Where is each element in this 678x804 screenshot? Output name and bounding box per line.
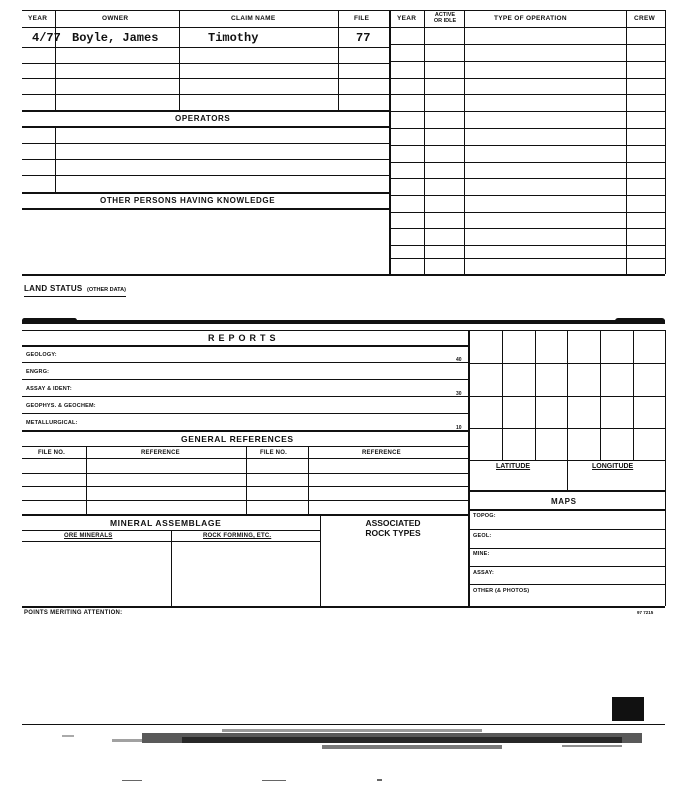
col-header-year: YEAR <box>28 15 48 22</box>
report-assay: ASSAY & IDENT: <box>26 386 72 392</box>
latitude-label: LATITUDE <box>496 463 531 470</box>
form-number: 97 7215 <box>637 610 654 615</box>
col-header-owner: OWNER <box>102 15 129 22</box>
report-num-30: 30 <box>456 391 462 397</box>
claims-table <box>0 0 678 290</box>
claim-owner: Boyle, James <box>72 31 159 45</box>
scan-noise <box>22 725 665 785</box>
gr-header-reference-2: REFERENCE <box>362 450 401 456</box>
maps-assay: ASSAY: <box>473 570 495 576</box>
gr-header-file-no-1: FILE NO. <box>38 450 65 456</box>
report-num-40: 40 <box>456 357 462 363</box>
report-metallurgical: METALLURGICAL: <box>26 420 78 426</box>
other-persons-heading: OTHER PERSONS HAVING KNOWLEDGE <box>100 196 276 205</box>
claim-name: Timothy <box>208 31 259 45</box>
associated-rock-types-heading: ASSOCIATED ROCK TYPES <box>365 518 421 538</box>
maps-mine: MINE: <box>473 551 490 557</box>
reports-heading: REPORTS <box>208 333 280 343</box>
maps-topog: TOPOG: <box>473 513 496 519</box>
maps-geol: GEOL: <box>473 533 492 539</box>
col-header-claim-name: CLAIM NAME <box>231 15 276 22</box>
report-engrg: ENGRG: <box>26 369 50 375</box>
ore-minerals-header: ORE MINERALS <box>64 533 113 539</box>
mineral-assemblage-heading: MINERAL ASSEMBLAGE <box>110 518 222 528</box>
land-status-heading: LAND STATUS (OTHER DATA) <box>24 278 126 297</box>
report-num-10: 10 <box>456 425 462 431</box>
col-header-file: FILE <box>354 15 370 22</box>
gr-header-file-no-2: FILE NO. <box>260 450 287 456</box>
gr-header-reference-1: REFERENCE <box>141 450 180 456</box>
report-geophys: GEOPHYS. & GEOCHEM: <box>26 403 96 409</box>
thick-separator <box>22 320 665 324</box>
claim-file: 77 <box>356 31 371 45</box>
ops-header-active-idle: ACTIVE OR IDLE <box>433 12 457 24</box>
ops-header-type: TYPE OF OPERATION <box>494 15 567 22</box>
claim-year: 4/77 <box>32 31 61 45</box>
scan-block <box>612 697 644 721</box>
operators-heading: OPERATORS <box>175 114 231 123</box>
rock-forming-header: ROCK FORMING, ETC. <box>203 533 272 539</box>
maps-heading: MAPS <box>551 497 577 506</box>
ops-header-crew: CREW <box>634 15 656 22</box>
points-meriting-attention: POINTS MERITING ATTENTION: <box>24 610 123 616</box>
maps-other: OTHER (& PHOTOS) <box>473 588 530 594</box>
ops-header-year: YEAR <box>397 15 417 22</box>
general-references-heading: GENERAL REFERENCES <box>181 434 294 444</box>
report-geology: GEOLOGY: <box>26 352 57 358</box>
longitude-label: LONGITUDE <box>592 463 634 470</box>
